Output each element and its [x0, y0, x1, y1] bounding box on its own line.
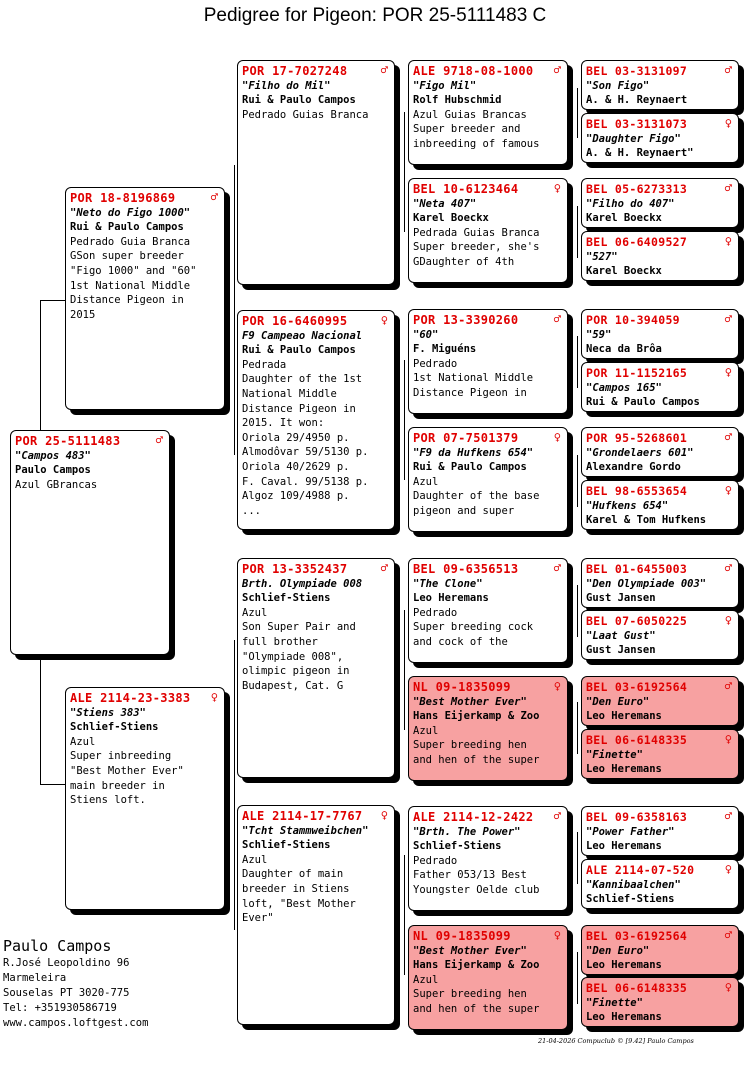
description-line: ...: [242, 504, 261, 517]
pigeon-card-sire-dam[interactable]: [237, 310, 395, 530]
owner-name: A. & H. Reynaert: [586, 94, 688, 107]
pigeon-card-dds[interactable]: [408, 806, 568, 911]
connector-line: [234, 640, 235, 930]
description-line: Pedrado: [413, 854, 458, 867]
owner-name: Leo Heremans: [413, 592, 489, 605]
ring-number: BEL 09-6356513: [413, 562, 519, 576]
male-icon: ♂: [380, 63, 388, 77]
owner-name: F. Miguéns: [413, 343, 477, 356]
ring-number: NL 09-1835099: [413, 929, 511, 943]
pigeon-name: "Filho do Mil": [242, 79, 331, 92]
page-title: Pedigree for Pigeon: POR 25-5111483 C: [203, 5, 547, 26]
ring-number: POR 25-5111483: [15, 434, 121, 448]
female-icon: ♀: [724, 980, 732, 994]
pigeon-name: "Stiens 383": [70, 706, 146, 719]
male-icon: ♂: [724, 561, 732, 575]
description-line: inbreeding of famous: [413, 137, 540, 150]
pigeon-name: "The Clone": [413, 577, 483, 590]
pigeon-card-g10[interactable]: [581, 610, 739, 660]
owner-name: A. & H. Reynaert": [586, 147, 694, 160]
description-line: Oriola 29/4950 p.: [242, 431, 350, 444]
ring-number: POR 18-8196869: [70, 191, 176, 205]
description-line: Budapest, Cat. G: [242, 679, 344, 692]
pigeon-name: "F9 da Hufkens 654": [413, 446, 534, 459]
pigeon-name: "Den Euro": [586, 944, 650, 957]
description-line: main breeder in: [70, 779, 165, 792]
male-icon: ♂: [724, 312, 732, 326]
pigeon-name: F9 Campeao Nacional: [242, 329, 363, 342]
pigeon-name: "Filho do 407": [586, 197, 675, 210]
ring-number: ALE 9718-08-1000: [413, 64, 534, 78]
ring-number: POR 13-3390260: [413, 313, 519, 327]
description-line: and cock of the: [413, 635, 508, 648]
description-line: Super breeding hen: [413, 739, 527, 752]
description-line: and hen of the super: [413, 753, 540, 766]
connector-line: [404, 360, 405, 480]
pigeon-card-g8[interactable]: [581, 480, 739, 530]
owner-name: Schlief-Stiens: [242, 592, 331, 605]
pigeon-card-ddd[interactable]: [408, 925, 568, 1030]
description-line: Pedrado Guia Branca: [70, 235, 191, 248]
breeder-website[interactable]: www.campos.loftgest.com: [3, 1017, 149, 1029]
breeder-name: Paulo Campos: [3, 937, 112, 955]
description-line: Pedrada Guias Branca: [413, 226, 540, 239]
pigeon-card-g7[interactable]: [581, 427, 739, 477]
description-line: full brother: [242, 635, 318, 648]
owner-name: Rolf Hubschmid: [413, 94, 502, 107]
description-line: Azul Guias Brancas: [413, 108, 527, 121]
description-line: F. Caval. 99/5138 p.: [242, 475, 369, 488]
pigeon-name: "Best Mother Ever": [413, 695, 527, 708]
pigeon-card-dam[interactable]: [65, 687, 225, 910]
connector-line: [404, 855, 405, 975]
description-line: Daughter of the base: [413, 490, 540, 503]
description-line: Distance Pigeon in: [242, 402, 356, 415]
ring-number: POR 13-3352437: [242, 562, 348, 576]
female-icon: ♀: [724, 483, 732, 497]
pigeon-card-dam-sire[interactable]: [237, 558, 395, 778]
pigeon-card-g9[interactable]: [581, 558, 739, 608]
description-line: Youngster Oelde club: [413, 883, 540, 896]
connector-line: [40, 655, 41, 785]
male-icon: ♂: [380, 561, 388, 575]
pigeon-card-dss[interactable]: [408, 558, 568, 663]
pigeon-card-dsd[interactable]: [408, 676, 568, 781]
description-line: Distance Pigeon in: [70, 294, 184, 307]
connector-line: [577, 206, 578, 258]
description-line: Super breeding cock: [413, 621, 534, 634]
ring-number: POR 95-5268601: [586, 431, 688, 445]
pigeon-name: "Daughter Figo": [586, 132, 681, 145]
owner-name: Paulo Campos: [15, 464, 91, 477]
description-line: Pedrado: [413, 357, 458, 370]
pigeon-name: "Kannibaalchen": [586, 878, 681, 891]
male-icon: ♂: [724, 809, 732, 823]
breeder-address: R.José Leopoldino 96: [3, 957, 130, 969]
ring-number: ALE 2114-23-3383: [70, 691, 191, 705]
female-icon: ♀: [380, 313, 388, 327]
description-line: Super breeding hen: [413, 988, 527, 1001]
pigeon-card-sire-sire[interactable]: [237, 60, 395, 285]
pigeon-card-g4[interactable]: [581, 231, 739, 281]
owner-name: Alexandre Gordo: [586, 461, 681, 474]
pigeon-card-sds[interactable]: [408, 309, 568, 414]
pigeon-name: "Den Olympiade 003": [586, 577, 707, 590]
pigeon-card-sdd[interactable]: [408, 427, 568, 532]
pigeon-name: "Finette": [586, 748, 643, 761]
breeder-phone: Tel: +351930586719: [3, 1002, 117, 1014]
description-line: Oriola 40/2629 p.: [242, 460, 350, 473]
female-icon: ♀: [210, 690, 218, 704]
ring-number: ALE 2114-12-2422: [413, 810, 534, 824]
owner-name: Leo Heremans: [586, 840, 662, 853]
description-line: Son Super Pair and: [242, 621, 356, 634]
pigeon-card-sss[interactable]: [408, 60, 568, 165]
owner-name: Rui & Paulo Campos: [242, 94, 356, 107]
description-line: Daughter of the 1st: [242, 373, 363, 386]
ring-number: BEL 09-6358163: [586, 810, 688, 824]
pigeon-name: "Grondelaers 601": [586, 446, 694, 459]
breeder-info: [3, 936, 148, 1031]
owner-name: Rui & Paulo Campos: [242, 344, 356, 357]
description-line: Stiens loft.: [70, 794, 146, 807]
female-icon: ♀: [553, 928, 561, 942]
description-line: pigeon and super: [413, 504, 515, 517]
connector-line: [577, 585, 578, 637]
description-line: 2015. It won:: [242, 417, 325, 430]
owner-name: Leo Heremans: [586, 1011, 662, 1024]
male-icon: ♂: [724, 63, 732, 77]
description-line: Azul: [70, 735, 96, 748]
ring-number: BEL 98-6553654: [586, 484, 688, 498]
pigeon-name: "Hufkens 654": [586, 499, 669, 512]
description-line: breeder in Stiens: [242, 882, 350, 895]
ring-number: POR 10-394059: [586, 313, 680, 327]
description-line: Pedrado Guias Branca: [242, 108, 369, 121]
owner-name: Schlief-Stiens: [586, 893, 675, 906]
owner-name: Leo Heremans: [586, 710, 662, 723]
footer-stamp: 21-04-2026 Compuclub © [9.42] Paulo Campos: [538, 1037, 694, 1045]
ring-number: BEL 05-6273313: [586, 182, 688, 196]
female-icon: ♀: [553, 181, 561, 195]
female-icon: ♀: [724, 234, 732, 248]
male-icon: ♂: [724, 430, 732, 444]
description-line: 1st National Middle: [70, 279, 191, 292]
pigeon-name: "Brth. The Power": [413, 825, 521, 838]
description-line: Super breeder, she's: [413, 241, 540, 254]
description-line: Azul: [413, 724, 439, 737]
pigeon-name: "527": [586, 250, 618, 263]
ring-number: BEL 10-6123464: [413, 182, 519, 196]
breeder-locality: Marmeleira: [3, 972, 67, 984]
ring-number: BEL 03-6192564: [586, 929, 688, 943]
pigeon-name: "59": [586, 328, 612, 341]
description-line: loft, "Best Mother: [242, 897, 356, 910]
pigeon-card-g5[interactable]: [581, 309, 739, 359]
connector-line: [577, 455, 578, 507]
owner-name: Schlief-Stiens: [413, 840, 502, 853]
pigeon-name: "Finette": [586, 996, 643, 1009]
owner-name: Karel & Tom Hufkens: [586, 514, 707, 527]
male-icon: ♂: [724, 928, 732, 942]
pigeon-name: "Neta 407": [413, 197, 477, 210]
owner-name: Gust Jansen: [586, 592, 656, 605]
connector-line: [577, 88, 578, 138]
male-icon: ♂: [553, 561, 561, 575]
breeder-postal: Souselas PT 3020-775: [3, 987, 130, 999]
description-line: Super breeder and: [413, 123, 521, 136]
description-line: Azul: [413, 475, 439, 488]
pigeon-name: "Campos 165": [586, 381, 662, 394]
ring-number: BEL 03-3131073: [586, 117, 688, 131]
male-icon: ♂: [724, 181, 732, 195]
description-line: Distance Pigeon in: [413, 386, 527, 399]
ring-number: BEL 06-6409527: [586, 235, 688, 249]
description-line: Almodôvar 59/5130 p.: [242, 446, 369, 459]
description-line: "Olympiade 008",: [242, 650, 344, 663]
description-line: Pedrada: [242, 358, 287, 371]
connector-line: [40, 300, 66, 301]
description-line: Super inbreeding: [70, 750, 172, 763]
owner-name: Karel Boeckx: [413, 212, 489, 225]
owner-name: Karel Boeckx: [586, 265, 662, 278]
pigeon-card-ssd[interactable]: [408, 178, 568, 283]
owner-name: Karel Boeckx: [586, 212, 662, 225]
description-line: Azul: [413, 973, 439, 986]
description-line: "Figo 1000" and "60": [70, 264, 197, 277]
ring-number: POR 11-1152165: [586, 366, 688, 380]
connector-line: [40, 300, 41, 430]
female-icon: ♀: [724, 116, 732, 130]
description-line: Azul: [242, 606, 268, 619]
pigeon-name: "Laat Gust": [586, 629, 656, 642]
male-icon: ♂: [155, 433, 163, 447]
pigeon-card-g11[interactable]: [581, 676, 739, 726]
ring-number: BEL 07-6050225: [586, 614, 688, 628]
pigeon-name: "Neto do Figo 1000": [70, 206, 191, 219]
pigeon-name: "Tcht Stammweibchen": [242, 824, 369, 837]
male-icon: ♂: [553, 809, 561, 823]
pigeon-card-g14[interactable]: [581, 859, 739, 909]
female-icon: ♀: [380, 808, 388, 822]
ring-number: BEL 03-6192564: [586, 680, 688, 694]
owner-name: Rui & Paulo Campos: [413, 461, 527, 474]
owner-name: Schlief-Stiens: [242, 839, 331, 852]
male-icon: ♂: [724, 679, 732, 693]
pigeon-name: "60": [413, 328, 439, 341]
description-line: olimpic pigeon in: [242, 665, 350, 678]
male-icon: ♂: [553, 63, 561, 77]
description-line: Azul: [242, 853, 268, 866]
ring-number: ALE 2114-17-7767: [242, 809, 363, 823]
pigeon-card-g6[interactable]: [581, 362, 739, 412]
pigeon-name: "Son Figo": [586, 79, 650, 92]
ring-number: NL 09-1835099: [413, 680, 511, 694]
owner-name: Schlief-Stiens: [70, 721, 159, 734]
description-line: 1st National Middle: [413, 372, 534, 385]
ring-number: POR 07-7501379: [413, 431, 519, 445]
ring-number: BEL 06-6148335: [586, 733, 688, 747]
owner-name: Hans Eijerkamp & Zoo: [413, 959, 540, 972]
connector-line: [577, 952, 578, 1004]
connector-line: [577, 702, 578, 754]
description-line: National Middle: [242, 387, 337, 400]
owner-name: Hans Eijerkamp & Zoo: [413, 710, 540, 723]
connector-line: [404, 610, 405, 730]
owner-name: Leo Heremans: [586, 959, 662, 972]
pigeon-card-g3[interactable]: [581, 178, 739, 228]
pigeon-card-dam-dam[interactable]: [237, 805, 395, 1025]
female-icon: ♀: [553, 679, 561, 693]
connector-line: [577, 336, 578, 388]
pigeon-card-g12[interactable]: [581, 729, 739, 779]
ring-number: ALE 2114-07-520: [586, 863, 695, 877]
owner-name: Gust Jansen: [586, 644, 656, 657]
female-icon: ♀: [724, 613, 732, 627]
connector-line: [40, 784, 66, 785]
description-line: GDaughter of 4th: [413, 255, 515, 268]
female-icon: ♀: [724, 862, 732, 876]
connector-line: [234, 165, 235, 455]
pigeon-name: "Campos 483": [15, 449, 91, 462]
owner-name: Rui & Paulo Campos: [70, 221, 184, 234]
owner-name: Rui & Paulo Campos: [586, 396, 700, 409]
description-line: 2015: [70, 308, 96, 321]
ring-number: BEL 01-6455003: [586, 562, 688, 576]
pigeon-card-g13[interactable]: [581, 806, 739, 856]
description-line: Daughter of main: [242, 868, 344, 881]
female-icon: ♀: [724, 365, 732, 379]
connector-line: [404, 112, 405, 232]
male-icon: ♂: [553, 312, 561, 326]
pigeon-name: "Den Euro": [586, 695, 650, 708]
pigeon-name: "Best Mother Ever": [413, 944, 527, 957]
description-line: Ever": [242, 912, 274, 925]
description-line: Pedrado: [413, 606, 458, 619]
owner-name: Leo Heremans: [586, 763, 662, 776]
pigeon-card-g15[interactable]: [581, 925, 739, 975]
description-line: GSon super breeder: [70, 250, 184, 263]
pigeon-card-sire[interactable]: [65, 187, 225, 410]
female-icon: ♀: [724, 732, 732, 746]
connector-line: [577, 832, 578, 884]
owner-name: Neca da Brôa: [586, 343, 662, 356]
pigeon-card-g1[interactable]: [581, 60, 739, 110]
ring-number: POR 16-6460995: [242, 314, 348, 328]
pigeon-name: "Power Father": [586, 825, 675, 838]
female-icon: ♀: [553, 430, 561, 444]
description-line: and hen of the super: [413, 1002, 540, 1015]
pigeon-name: Brth. Olympiade 008: [242, 577, 363, 590]
ring-number: POR 17-7027248: [242, 64, 348, 78]
pigeon-name: "Figo Mil": [413, 79, 477, 92]
pigeon-card-g2[interactable]: [581, 113, 739, 163]
description-line: Father 053/13 Best: [413, 869, 527, 882]
description-line: Azul GBrancas: [15, 478, 98, 491]
ring-number: BEL 03-3131097: [586, 64, 688, 78]
description-line: "Best Mother Ever": [70, 764, 184, 777]
pigeon-card-g16[interactable]: [581, 977, 739, 1027]
pigeon-card-subject[interactable]: [10, 430, 170, 655]
description-line: Algoz 109/4988 p.: [242, 490, 350, 503]
ring-number: BEL 06-6148335: [586, 981, 688, 995]
male-icon: ♂: [210, 190, 218, 204]
